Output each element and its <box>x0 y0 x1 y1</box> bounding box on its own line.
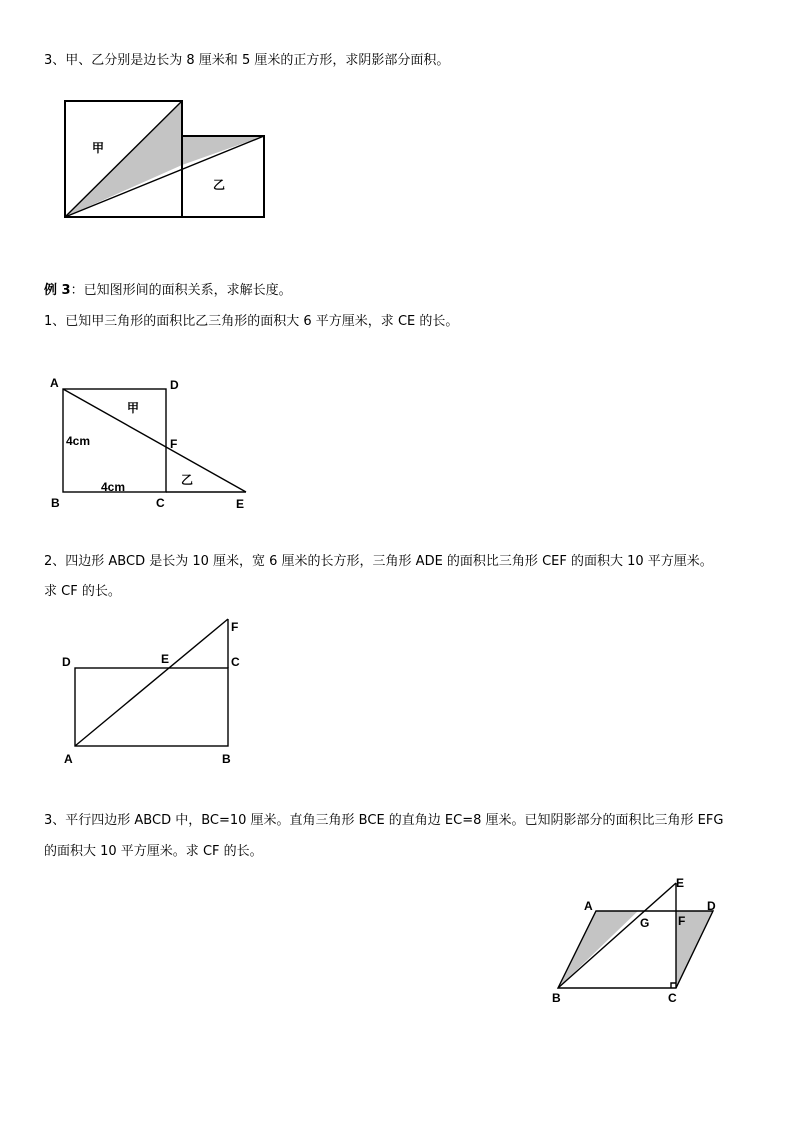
label-B: B <box>552 991 561 1005</box>
figure-square-triangle <box>50 376 246 511</box>
label-E: E <box>161 652 170 666</box>
label-C: C <box>668 991 677 1005</box>
segment-be <box>558 883 676 988</box>
label-jia: 甲 <box>92 141 105 155</box>
label-side-bottom: 4cm <box>101 480 126 494</box>
rectangle-abcd <box>75 668 228 746</box>
label-yi: 乙 <box>213 178 226 192</box>
label-E: E <box>676 876 685 890</box>
problem-3-squares: 3、甲、乙分别是边长为 8 厘米和 5 厘米的正方形，求阴影部分面积。 <box>44 53 450 68</box>
right-angle-mark <box>671 983 676 988</box>
label-D: D <box>170 378 179 392</box>
segment-af <box>75 619 228 746</box>
label-jia: 甲 <box>127 401 140 415</box>
example-problem-2-line1: 2、四边形 ABCD 是长为 10 厘米，宽 6 厘米的长方形，三角形 ADE 的面积比三角形 CEF 的面积大 10 平方厘米。 <box>44 554 713 569</box>
example-problem-1: 1、已知甲三角形的面积比乙三角形的面积大 6 平方厘米，求 CE 的长。 <box>44 314 459 329</box>
label-D: D <box>707 899 716 913</box>
label-A: A <box>584 899 593 913</box>
label-F: F <box>678 914 686 928</box>
label-D: D <box>62 655 71 669</box>
example-problem-3-line2: 的面积大 10 平方厘米。求 CF 的长。 <box>44 844 263 859</box>
label-F: F <box>170 437 178 451</box>
figure-rectangle-line <box>62 619 240 766</box>
label-G: G <box>640 916 650 930</box>
label-E: E <box>236 497 245 511</box>
label-C: C <box>156 496 165 510</box>
label-A: A <box>50 376 59 390</box>
example-problem-3-line1: 3、平行四边形 ABCD 中，BC=10 厘米。直角三角形 BCE 的直角边 EC=8 厘米。已知阴影部分的面积比三角形 EFG <box>44 813 724 828</box>
label-B: B <box>51 496 60 510</box>
label-B: B <box>222 752 231 766</box>
example-problem-2-line2: 求 CF 的长。 <box>44 584 121 599</box>
figure-parallelogram <box>552 876 716 1005</box>
figure-two-squares <box>65 101 264 217</box>
segment-ae <box>63 389 246 492</box>
example-text: ：已知图形间的面积关系，求解长度。 <box>70 283 292 298</box>
label-F: F <box>231 620 239 634</box>
example-label: 例 3 <box>44 283 71 298</box>
label-side-left: 4cm <box>66 434 91 448</box>
label-yi: 乙 <box>181 473 194 487</box>
label-A: A <box>64 752 73 766</box>
label-C: C <box>231 655 240 669</box>
